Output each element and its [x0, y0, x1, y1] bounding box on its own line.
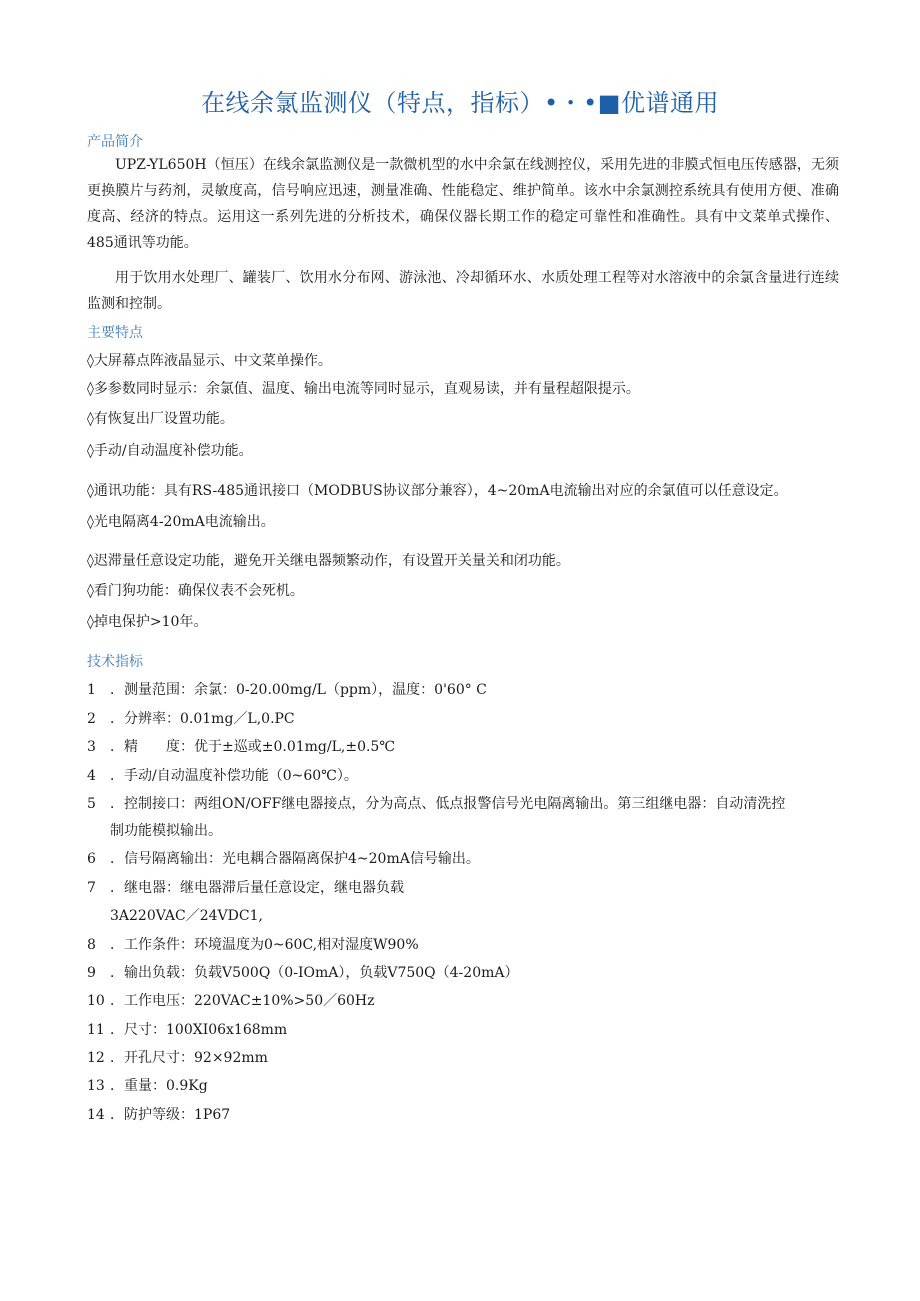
- spec-text: ．尺寸：100XI06x168mm: [110, 1022, 288, 1038]
- spec-text: ．输出负载：负载V500Q（0-IOmA），负载V750Q（4-20mA）: [110, 965, 519, 981]
- page-title: 在线余氯监测仪（特点，指标）•・•■优谱通用: [201, 89, 719, 117]
- spec-text: ．工作条件：环境温度为0~60C,相对湿度W90%: [110, 937, 419, 953]
- spec-number: 11: [87, 1022, 105, 1038]
- spec-number: 1: [87, 682, 96, 698]
- spec-number: 9: [87, 965, 96, 981]
- spec-item: [87, 736, 395, 756]
- feature-item: ◊有恢复出厂设置功能。: [87, 411, 234, 427]
- spec-item: [87, 1019, 287, 1039]
- spec-text: ．精 度：优于±巡或±0.01mg/L,±0.5℃: [110, 739, 395, 755]
- spec-number: 12: [87, 1050, 105, 1066]
- spec-text: ．防护等级：1P67: [110, 1107, 231, 1123]
- section-heading-intro: 产品简介: [87, 134, 143, 150]
- feature-item: ◊大屏幕点阵液晶显示、中文菜单操作。: [87, 353, 332, 369]
- spec-number: 14: [87, 1107, 105, 1123]
- spec-number: 6: [87, 851, 96, 867]
- spec-item: [87, 934, 419, 954]
- spec-text: ．开孔尺寸：92×92mm: [110, 1050, 268, 1066]
- spec-text: ．手动/自动温度补偿功能（0~60℃）。: [110, 768, 358, 784]
- spec-number: 13: [87, 1078, 105, 1094]
- spec-item: [87, 708, 295, 728]
- spec-text: ．工作电压：220VAC±10%>50／60Hz: [110, 993, 375, 1009]
- feature-item: ◊多参数同时显示：余氯值、温度、输出电流等同时显示，直观易读，并有量程超限提示。: [87, 381, 640, 397]
- feature-item: ◊通讯功能：具有RS-485通讯接口（MODBUS协议部分兼容），4~20mA电流输出对应的余氯值可以任意设定。: [87, 483, 788, 499]
- spec-number: 2: [87, 711, 96, 727]
- spec-item: [87, 962, 519, 982]
- feature-item: ◊看门狗功能：确保仪表不会死机。: [87, 583, 304, 599]
- intro-paragraph: 用于饮用水处理厂、罐装厂、饮用水分布网、游泳池、冷却循环水、水质处理工程等对水溶液中的余氯含量进行连续监测和控制。: [87, 270, 839, 312]
- spec-text: ．控制接口：两组ON/OFF继电器接点，分为高点、低点报警信号光电隔离输出。第三组继电器：自动清洗控: [110, 796, 786, 812]
- spec-text: ．分辨率：0.01mg／L,0.PC: [110, 711, 295, 727]
- feature-item: ◊光电隔离4-20mA电流输出。: [87, 514, 275, 530]
- spec-text: ．重量：0.9Kg: [110, 1078, 208, 1094]
- section-heading-specs: 技术指标: [87, 654, 143, 670]
- spec-number: 3: [87, 739, 96, 755]
- spec-item: [87, 679, 487, 699]
- spec-item: [87, 1075, 208, 1095]
- spec-number: 4: [87, 768, 96, 784]
- spec-number: 7: [87, 880, 96, 896]
- spec-item: [87, 793, 785, 813]
- spec-item: [87, 877, 404, 897]
- spec-number: 5: [87, 796, 96, 812]
- spec-number: 10: [87, 993, 105, 1009]
- spec-item: [87, 1104, 230, 1124]
- spec-text: ．测量范围：余氯：0-20.00mg/L（ppm），温度：0'60° C: [110, 682, 487, 698]
- feature-item: ◊迟滞量任意设定功能，避免开关继电器频繁动作，有设置开关量关和闭功能。: [87, 553, 570, 569]
- spec-continuation: 制功能模拟输出。: [110, 823, 222, 839]
- section-heading-features: 主要特点: [87, 325, 143, 341]
- feature-item: ◊手动/自动温度补偿功能。: [87, 443, 253, 459]
- spec-continuation: 3A220VAC／24VDC1,: [110, 908, 263, 924]
- spec-text: ．信号隔离输出：光电耦合器隔离保护4~20mA信号输出。: [110, 851, 480, 867]
- spec-item: [87, 990, 375, 1010]
- spec-item: [87, 1047, 268, 1067]
- feature-item: ◊掉电保护>10年。: [87, 614, 208, 630]
- intro-paragraph: UPZ-YL650H（恒压）在线余氯监测仪是一款微机型的水中余氯在线测控仪，采用先进的非膜式恒电压传感器，无须更换膜片与药剂，灵敏度高，信号响应迅速，测量准确、性能稳定、维护简单。该水中余氯测控系统具有使用方便、准确度高、经济的特点。运用这一系列先进的分析技术，确保仪器长期工作的稳定可靠性和准确性。具有中文菜单式操作、485通讯等功能。: [87, 157, 839, 251]
- spec-number: 8: [87, 937, 96, 953]
- spec-text: ．继电器：继电器滞后量任意设定，继电器负载: [110, 880, 404, 896]
- spec-item: [87, 848, 480, 868]
- spec-item: [87, 765, 358, 785]
